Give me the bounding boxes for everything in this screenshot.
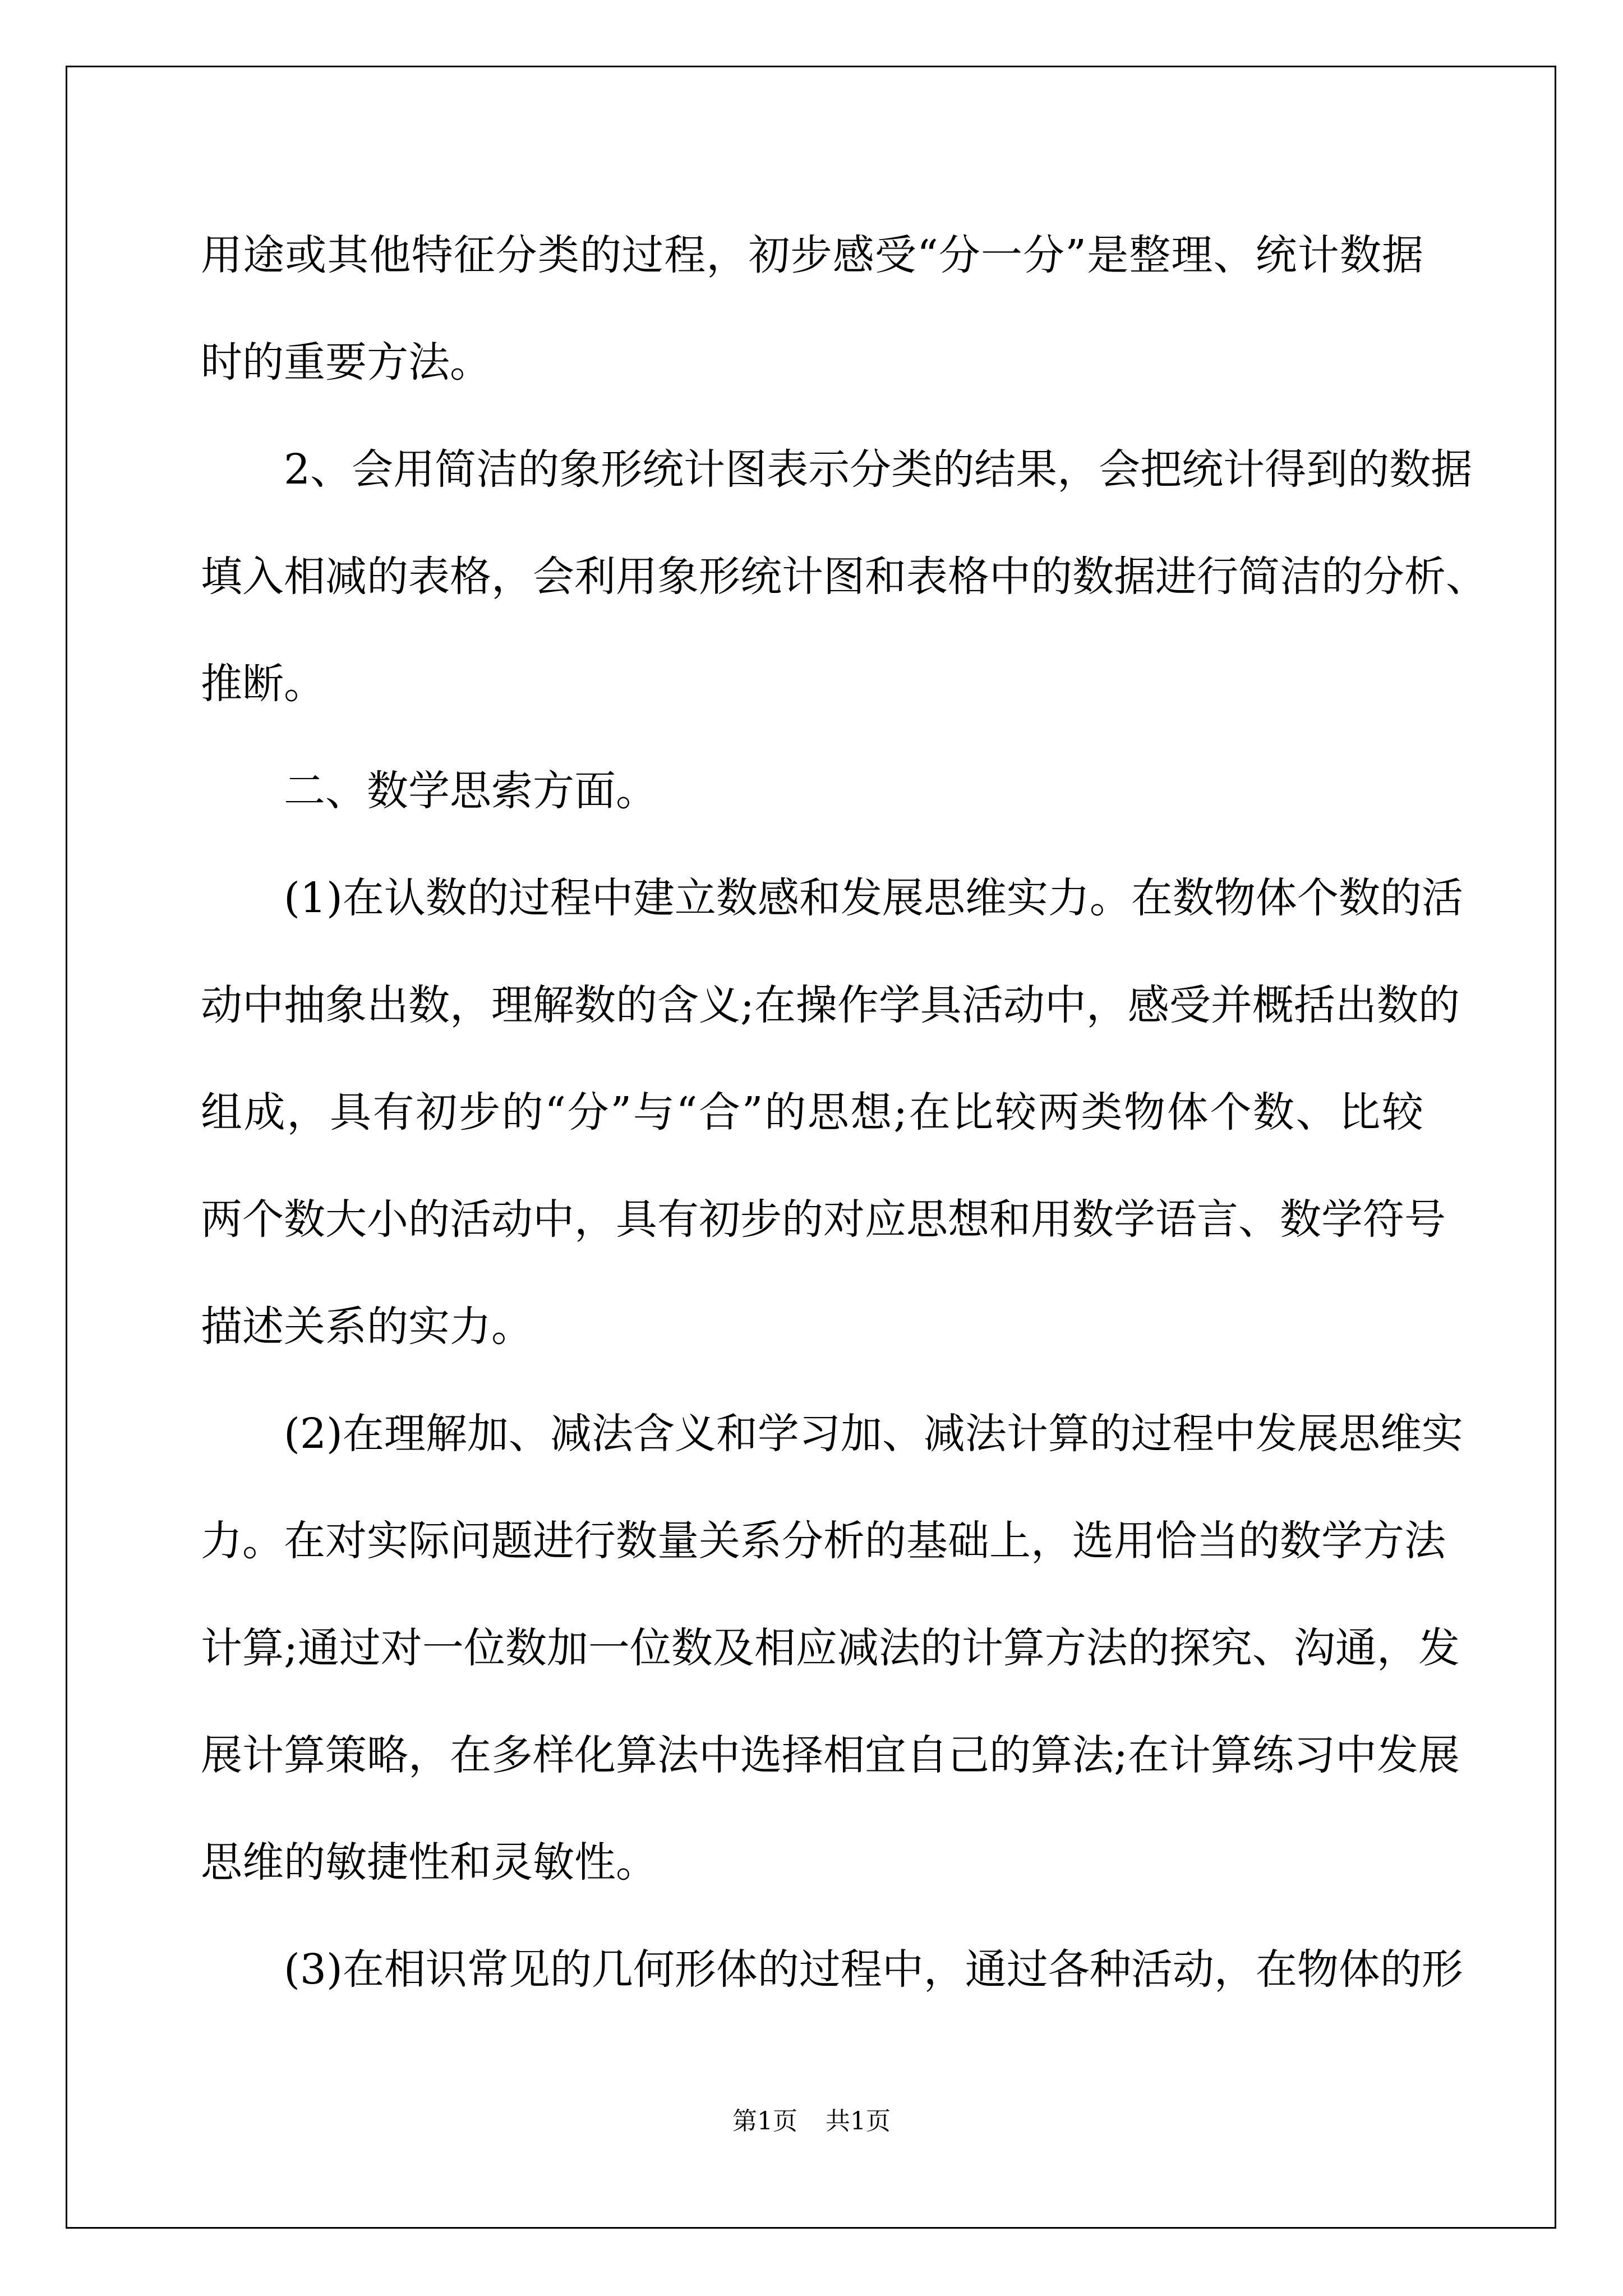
text-line: 2、会用简洁的象形统计图表示分类的结果，会把统计得到的数据: [284, 445, 1473, 494]
text-line: 动中抽象出数，理解数的含义;在操作学具活动中，感受并概括出数的: [201, 981, 1460, 1029]
text-line: 推断。: [201, 660, 325, 708]
text-line: 两个数大小的活动中，具有初步的对应思想和用数学语言、数学符号: [201, 1195, 1446, 1244]
page-total: 共1页: [826, 2107, 891, 2136]
document-body: [201, 202, 1487, 2023]
page-number: 第1页: [732, 2107, 797, 2136]
text-line: 用途或其他特征分类的过程，初步感受“分一分”是整理、统计数据: [201, 231, 1423, 279]
text-line: 组成，具有初步的“分”与“合”的思想;在比较两类物体个数、比较: [201, 1088, 1423, 1137]
text-line: 思维的敏捷性和灵敏性。: [201, 1838, 657, 1887]
text-line: 二、数学思索方面。: [284, 767, 657, 815]
text-line: (3)在相识常见的几何形体的过程中，通过各种活动，在物体的形: [284, 1945, 1463, 1994]
text-line: (1)在认数的过程中建立数感和发展思维实力。在数物体个数的活: [284, 874, 1463, 922]
text-line: 时的重要方法。: [201, 338, 491, 386]
text-line: (2)在理解加、减法含义和学习加、减法计算的过程中发展思维实: [284, 1410, 1463, 1458]
text-line: 描述关系的实力。: [201, 1303, 533, 1351]
text-line: 计算;通过对一位数加一位数及相应减法的计算方法的探究、沟通，发: [201, 1624, 1460, 1672]
text-line: 力。在对实际问题进行数量关系分析的基础上，选用恰当的数学方法: [201, 1517, 1446, 1565]
text-line: 展计算策略，在多样化算法中选择相宜自己的算法;在计算练习中发展: [201, 1731, 1460, 1779]
page-footer: [0, 2101, 1623, 2137]
text-line: 填入相减的表格，会利用象形统计图和表格中的数据进行简洁的分析、: [201, 553, 1487, 601]
